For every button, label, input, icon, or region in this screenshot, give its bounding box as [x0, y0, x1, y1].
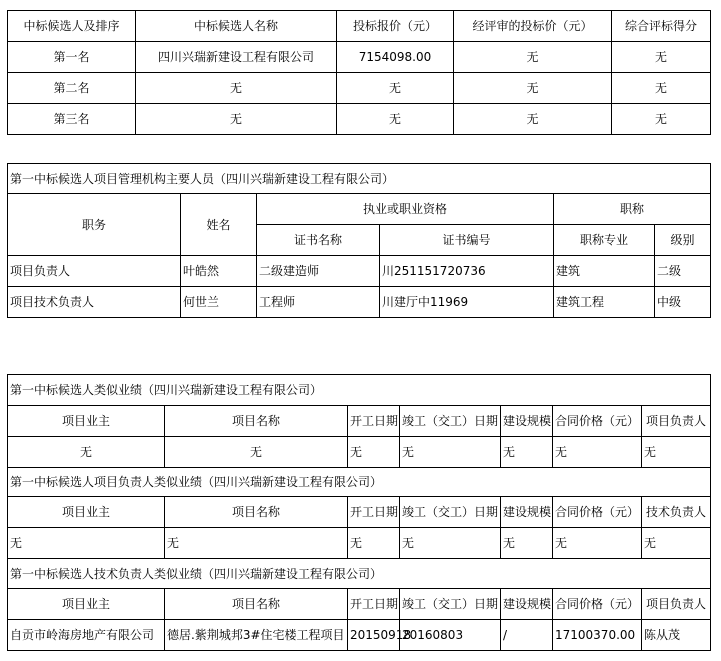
table-cell: 第三名 — [8, 104, 136, 135]
table-cell: 无 — [165, 528, 348, 559]
header-cell: 技术负责人 — [642, 497, 711, 528]
table-cell: 无 — [642, 528, 711, 559]
table-cell: 无 — [400, 437, 501, 468]
table-cell: 四川兴瑞新建设工程有限公司 — [136, 42, 337, 73]
table-cell: 20150918 — [348, 620, 400, 651]
header-cell: 职务 — [8, 194, 181, 256]
table-cell: 无 — [348, 437, 400, 468]
header-cell: 合同价格（元） — [553, 406, 642, 437]
table-cell: 无 — [454, 42, 612, 73]
table-header-row — [8, 11, 711, 42]
table-cell: 无 — [337, 73, 454, 104]
performance-table — [7, 374, 711, 651]
table-row — [8, 437, 711, 468]
header-cell: 开工日期 — [348, 497, 400, 528]
personnel-table — [7, 163, 711, 318]
header-cell: 项目名称 — [165, 497, 348, 528]
header-cell: 经评审的投标价（元） — [454, 11, 612, 42]
header-cell: 建设规模 — [501, 497, 553, 528]
header-cell: 建设规模 — [501, 589, 553, 620]
table-header-row — [8, 589, 711, 620]
header-cell: 开工日期 — [348, 589, 400, 620]
table-cell: 无 — [136, 104, 337, 135]
table-row — [8, 620, 711, 651]
table-cell: / — [501, 620, 553, 651]
table-cell: 20160803 — [400, 620, 501, 651]
table-cell: 17100370.00 — [553, 620, 642, 651]
table-cell: 无 — [165, 437, 348, 468]
table-cell: 无 — [612, 42, 711, 73]
header-cell: 项目负责人 — [642, 406, 711, 437]
table-cell: 建筑 — [554, 256, 655, 287]
header-cell: 职称专业 — [554, 225, 655, 256]
table-cell: 叶皓然 — [181, 256, 257, 287]
header-cell: 建设规模 — [501, 406, 553, 437]
table-cell: 无 — [612, 104, 711, 135]
caption-row — [8, 559, 711, 589]
table-cell: 项目技术负责人 — [8, 287, 181, 318]
table-cell: 无 — [8, 528, 165, 559]
header-cell: 竣工（交工）日期 — [400, 589, 501, 620]
table-cell: 德居.紫荆城邦3#住宅楼工程项目 — [165, 620, 348, 651]
table-cell: 无 — [8, 437, 165, 468]
table-row — [8, 42, 711, 73]
header-cell: 证书名称 — [257, 225, 380, 256]
table-cell: 7154098.00 — [337, 42, 454, 73]
table-cell: 无 — [553, 528, 642, 559]
table-row — [8, 73, 711, 104]
table-cell: 工程师 — [257, 287, 380, 318]
header-cell: 竣工（交工）日期 — [400, 406, 501, 437]
table-cell: 陈从茂 — [642, 620, 711, 651]
table-cell: 无 — [642, 437, 711, 468]
table-cell: 何世兰 — [181, 287, 257, 318]
table-cell: 无 — [501, 437, 553, 468]
header-cell: 项目名称 — [165, 406, 348, 437]
header-cell: 证书编号 — [380, 225, 554, 256]
table-cell: 无 — [612, 73, 711, 104]
caption-row — [8, 164, 711, 194]
header-cell: 项目名称 — [165, 589, 348, 620]
table-cell: 第一名 — [8, 42, 136, 73]
header-cell: 姓名 — [181, 194, 257, 256]
personnel-caption: 第一中标候选人项目管理机构主要人员（四川兴瑞新建设工程有限公司） — [8, 164, 711, 194]
table-row — [8, 104, 711, 135]
table-row — [8, 287, 711, 318]
table-cell: 二级建造师 — [257, 256, 380, 287]
table-row — [8, 256, 711, 287]
header-cell: 执业或职业资格 — [257, 194, 554, 225]
table-cell: 无 — [400, 528, 501, 559]
table-cell: 无 — [136, 73, 337, 104]
table-cell: 无 — [454, 73, 612, 104]
caption-row — [8, 468, 711, 497]
table-row — [8, 528, 711, 559]
header-cell: 合同价格（元） — [553, 497, 642, 528]
table-cell: 自贡市岭海房地产有限公司 — [8, 620, 165, 651]
header-cell: 竣工（交工）日期 — [400, 497, 501, 528]
table-cell: 川建厅中11969 — [380, 287, 554, 318]
header-cell: 职称 — [554, 194, 711, 225]
table-header-row — [8, 497, 711, 528]
header-cell: 合同价格（元） — [553, 589, 642, 620]
table-cell: 无 — [454, 104, 612, 135]
table-header-row — [8, 194, 711, 225]
header-cell: 项目业主 — [8, 497, 165, 528]
perf3-caption: 第一中标候选人技术负责人类似业绩（四川兴瑞新建设工程有限公司） — [8, 559, 711, 589]
header-cell: 中标候选人名称 — [136, 11, 337, 42]
perf1-caption: 第一中标候选人类似业绩（四川兴瑞新建设工程有限公司） — [8, 375, 711, 406]
table-cell: 无 — [501, 528, 553, 559]
table-cell: 项目负责人 — [8, 256, 181, 287]
header-cell: 项目业主 — [8, 589, 165, 620]
table-header-row — [8, 406, 711, 437]
header-cell: 中标候选人及排序 — [8, 11, 136, 42]
table-cell: 建筑工程 — [554, 287, 655, 318]
table-cell: 川251151720736 — [380, 256, 554, 287]
header-cell: 项目负责人 — [642, 589, 711, 620]
table-cell: 无 — [553, 437, 642, 468]
header-cell: 开工日期 — [348, 406, 400, 437]
table-cell: 第二名 — [8, 73, 136, 104]
caption-row — [8, 375, 711, 406]
table-cell: 中级 — [655, 287, 711, 318]
perf2-caption: 第一中标候选人项目负责人类似业绩（四川兴瑞新建设工程有限公司） — [8, 468, 711, 497]
table-cell: 无 — [348, 528, 400, 559]
candidates-table — [7, 10, 711, 135]
header-cell: 级别 — [655, 225, 711, 256]
table-cell: 二级 — [655, 256, 711, 287]
header-cell: 综合评标得分 — [612, 11, 711, 42]
header-cell: 投标报价（元） — [337, 11, 454, 42]
header-cell: 项目业主 — [8, 406, 165, 437]
table-cell: 无 — [337, 104, 454, 135]
